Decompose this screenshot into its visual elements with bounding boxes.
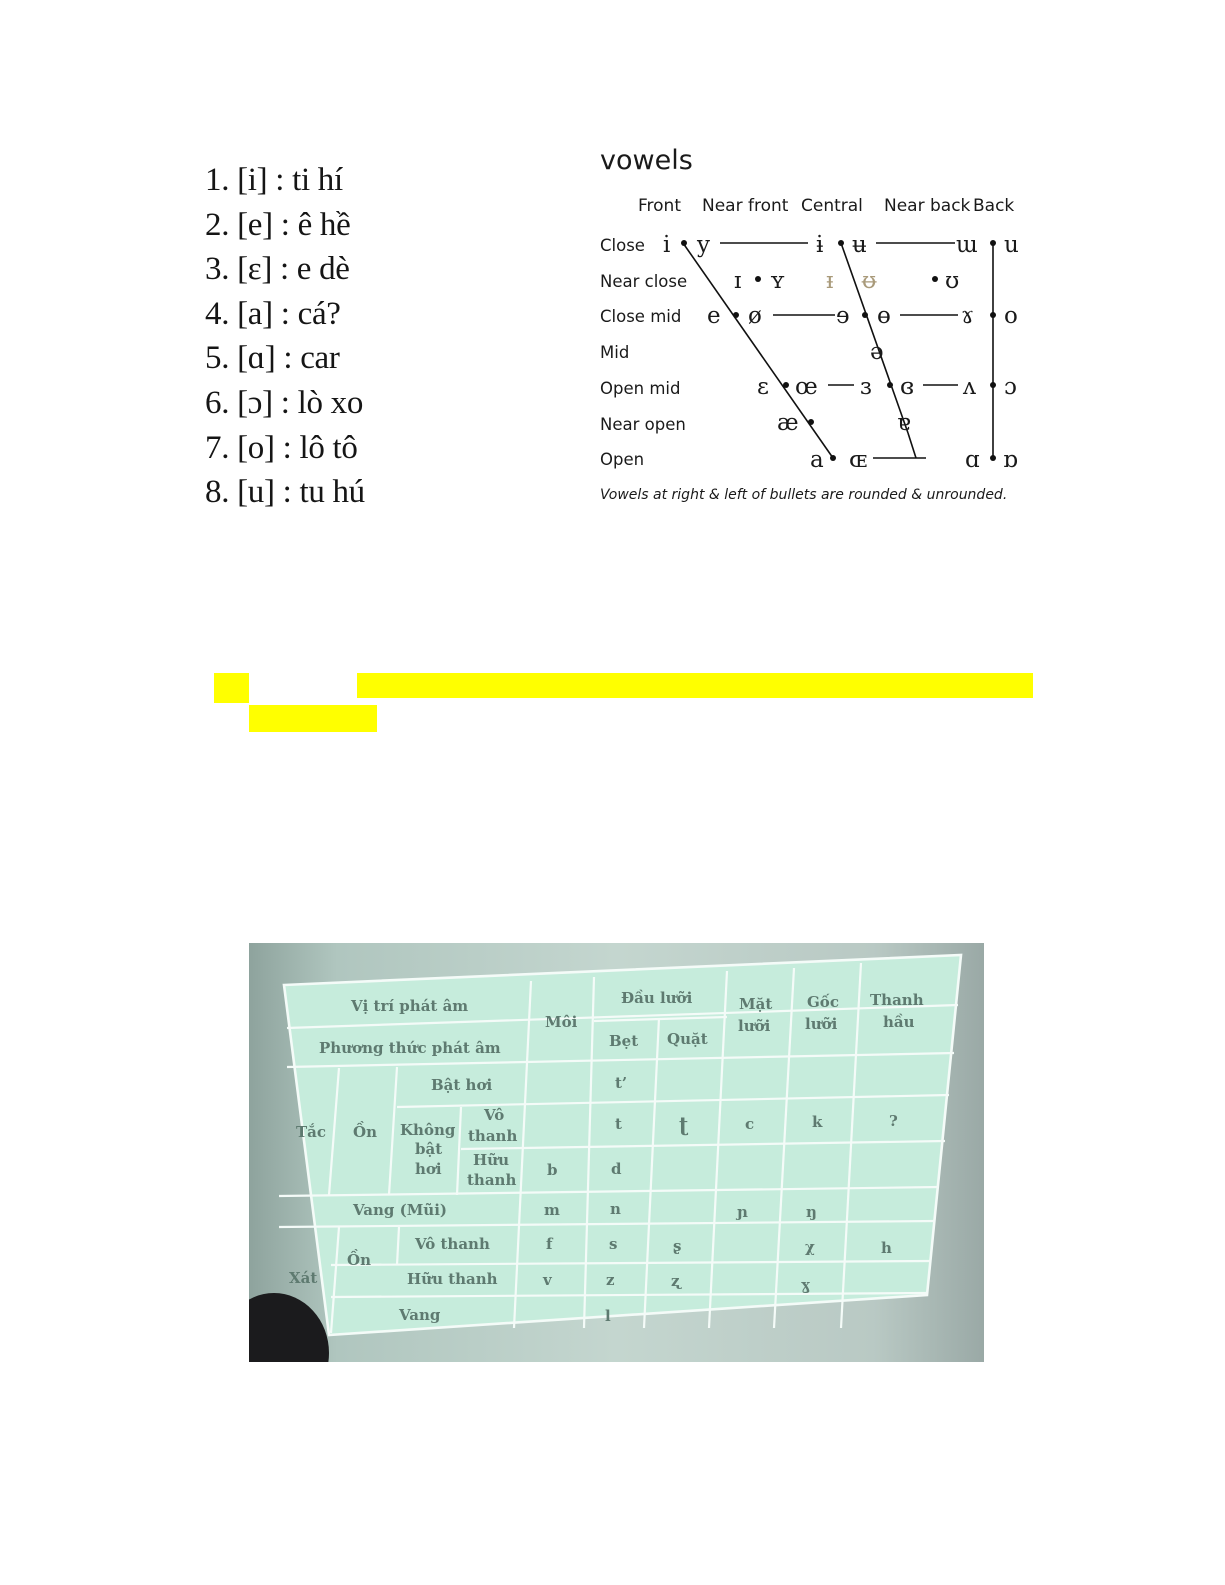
list-item: 8. [u] : tu hú bbox=[205, 474, 365, 511]
bullet bbox=[681, 240, 687, 246]
cell-symbol: z bbox=[606, 1271, 615, 1289]
cell-symbol: ɣ bbox=[801, 1276, 811, 1294]
bullet bbox=[838, 240, 844, 246]
bullet bbox=[755, 276, 761, 282]
vowel-symbol: u bbox=[1004, 232, 1019, 258]
label-unaspirated: hơi bbox=[415, 1160, 442, 1178]
vowel-symbol: ɨ bbox=[816, 232, 824, 258]
cell-symbol: b bbox=[547, 1161, 558, 1179]
header-position: Vị trí phát âm bbox=[351, 997, 469, 1015]
column-label-near-back: Near back bbox=[884, 196, 971, 216]
header-tongue-tip: Đầu lưỡi bbox=[621, 989, 693, 1007]
label-voiced: Hữu bbox=[473, 1151, 509, 1169]
vowel-symbol: y bbox=[697, 232, 710, 258]
bullet bbox=[808, 419, 814, 425]
label-fric-voiceless: Vô thanh bbox=[415, 1235, 490, 1253]
cell-symbol: n bbox=[610, 1200, 621, 1218]
vowel-symbol: ɒ bbox=[1003, 447, 1018, 473]
bullet bbox=[932, 276, 938, 282]
bullet bbox=[990, 455, 996, 461]
vowel-symbol: ᵻ bbox=[826, 268, 834, 294]
column-label-near-front: Near front bbox=[702, 196, 789, 216]
vowel-symbol: ɶ bbox=[849, 447, 868, 473]
cell-symbol: ŋ bbox=[806, 1203, 817, 1221]
cell-symbol: s bbox=[609, 1235, 618, 1253]
vowel-symbol: ɑ bbox=[965, 447, 980, 473]
vowel-symbol: ɯ bbox=[956, 232, 978, 258]
vowel-symbol: o bbox=[1004, 303, 1018, 329]
header-tongue-body: lưỡi bbox=[738, 1017, 771, 1035]
vowel-example-list bbox=[205, 158, 365, 515]
consonant-table bbox=[249, 943, 984, 1362]
vowel-symbol: ʉ bbox=[852, 232, 867, 258]
label-unaspirated: Không bbox=[400, 1121, 456, 1139]
label-nasal: Vang (Mũi) bbox=[353, 1201, 447, 1219]
cell-symbol: t bbox=[615, 1115, 622, 1133]
vowel-symbol: ɔ bbox=[1004, 374, 1017, 400]
cell-symbol: m bbox=[544, 1201, 560, 1219]
label-noise: Ồn bbox=[353, 1123, 377, 1141]
bullet bbox=[990, 312, 996, 318]
label-aspirated: Bật hơi bbox=[431, 1076, 493, 1094]
cell-symbol: l bbox=[605, 1307, 611, 1325]
row-label-mid: Mid bbox=[600, 343, 630, 362]
cell-symbol: ʈ bbox=[679, 1112, 689, 1136]
bullet bbox=[830, 455, 836, 461]
cell-symbol: ? bbox=[889, 1112, 898, 1130]
vowel-symbol: ə bbox=[870, 339, 884, 365]
vowel-symbol: ɤ bbox=[961, 303, 974, 329]
vowel-symbol: ɐ bbox=[897, 410, 911, 436]
row-label-close-mid: Close mid bbox=[600, 307, 682, 326]
vowel-symbol: e bbox=[707, 303, 721, 329]
vowel-symbol: ʊ bbox=[945, 268, 960, 294]
cell-symbol: k bbox=[812, 1113, 823, 1131]
bullet bbox=[862, 312, 868, 318]
vowel-symbol: ɞ bbox=[900, 374, 915, 400]
row-label-near-close: Near close bbox=[600, 272, 688, 291]
open-connector-line bbox=[908, 433, 916, 458]
header-lips: Môi bbox=[545, 1013, 578, 1031]
header-curled: Quặt bbox=[667, 1030, 708, 1048]
column-label-back: Back bbox=[973, 196, 1015, 216]
vowel-symbol: ʏ bbox=[770, 268, 786, 294]
list-item: 5. [ɑ] : car bbox=[205, 340, 340, 377]
highlight-bar bbox=[214, 673, 249, 703]
cell-symbol: h bbox=[881, 1239, 892, 1257]
vowel-symbol: ɪ bbox=[734, 268, 742, 294]
consonant-table-photo bbox=[249, 943, 984, 1362]
vowel-symbol: ɵ bbox=[877, 303, 891, 329]
cell-symbol: c bbox=[745, 1115, 755, 1133]
ipa-vowel-chart bbox=[590, 135, 1050, 515]
front-diagonal-line bbox=[683, 243, 833, 458]
row-label-close: Close bbox=[600, 236, 645, 255]
highlight-bar bbox=[357, 673, 1033, 698]
label-fricative-noise: Ồn bbox=[347, 1251, 371, 1269]
vowel-symbol: ᵿ bbox=[862, 268, 877, 294]
header-tongue-root: Gốc bbox=[807, 993, 839, 1011]
list-item: 3. [ε] : e dè bbox=[205, 251, 350, 288]
vowel-symbol: œ bbox=[795, 374, 818, 400]
column-label-front: Front bbox=[638, 196, 681, 216]
cell-symbol: ɲ bbox=[737, 1203, 748, 1221]
bullet bbox=[887, 382, 893, 388]
cell-symbol: ʐ bbox=[671, 1272, 680, 1290]
cell-symbol: ʂ bbox=[673, 1237, 682, 1255]
row-label-near-open: Near open bbox=[600, 415, 686, 434]
vowel-symbol: i bbox=[663, 232, 671, 258]
highlight-bar bbox=[249, 705, 377, 732]
label-unaspirated: bật bbox=[415, 1140, 443, 1158]
header-flat: Bẹt bbox=[609, 1032, 639, 1050]
bullet bbox=[733, 312, 739, 318]
vowel-symbol: ø bbox=[748, 303, 762, 329]
label-fric-voiced: Hữu thanh bbox=[407, 1270, 498, 1288]
label-resonant: Vang bbox=[399, 1306, 441, 1324]
column-label-central: Central bbox=[801, 196, 863, 216]
vowel-symbol: ɛ bbox=[757, 374, 769, 400]
vowel-symbol: ɜ bbox=[860, 374, 872, 400]
bullet bbox=[783, 382, 789, 388]
list-item: 1. [i] : ti hí bbox=[205, 162, 343, 198]
vowel-chart-caption: Vowels at right & left of bullets are rounded & unrounded. bbox=[600, 487, 1008, 503]
cell-symbol: t’ bbox=[615, 1074, 628, 1092]
vowel-symbol: ʌ bbox=[963, 374, 976, 400]
cell-symbol: f bbox=[546, 1235, 553, 1253]
vowel-symbol: a bbox=[810, 447, 824, 473]
list-item: 4. [a] : cá? bbox=[205, 295, 341, 332]
list-item: 2. [e] : ê hề bbox=[205, 206, 351, 243]
label-voiceless: Vô bbox=[484, 1106, 505, 1124]
header-tongue-root: lưỡi bbox=[805, 1015, 838, 1033]
cell-symbol: v bbox=[543, 1271, 552, 1289]
vowel-chart-title: vowels bbox=[600, 145, 693, 176]
vowel-symbol: ɘ bbox=[836, 303, 850, 329]
cell-symbol: χ bbox=[805, 1238, 815, 1256]
bullet bbox=[990, 382, 996, 388]
label-fricative: Xát bbox=[289, 1269, 318, 1287]
header-tongue-body: Mặt bbox=[739, 995, 773, 1013]
list-item: 6. [ɔ] : lò xo bbox=[205, 384, 364, 421]
label-voiceless: thanh bbox=[468, 1127, 518, 1145]
list-item: 7. [o] : lô tô bbox=[205, 429, 358, 466]
label-voiced: thanh bbox=[467, 1171, 517, 1189]
bullet bbox=[990, 240, 996, 246]
row-label-open-mid: Open mid bbox=[600, 379, 681, 398]
label-stop: Tắc bbox=[296, 1123, 327, 1141]
header-glottal: Thanh bbox=[870, 991, 924, 1009]
row-label-open: Open bbox=[600, 450, 645, 469]
header-glottal: hầu bbox=[883, 1013, 915, 1031]
cell-symbol: d bbox=[611, 1160, 622, 1178]
vowel-symbol: æ bbox=[777, 410, 799, 436]
header-manner: Phương thức phát âm bbox=[319, 1039, 501, 1057]
